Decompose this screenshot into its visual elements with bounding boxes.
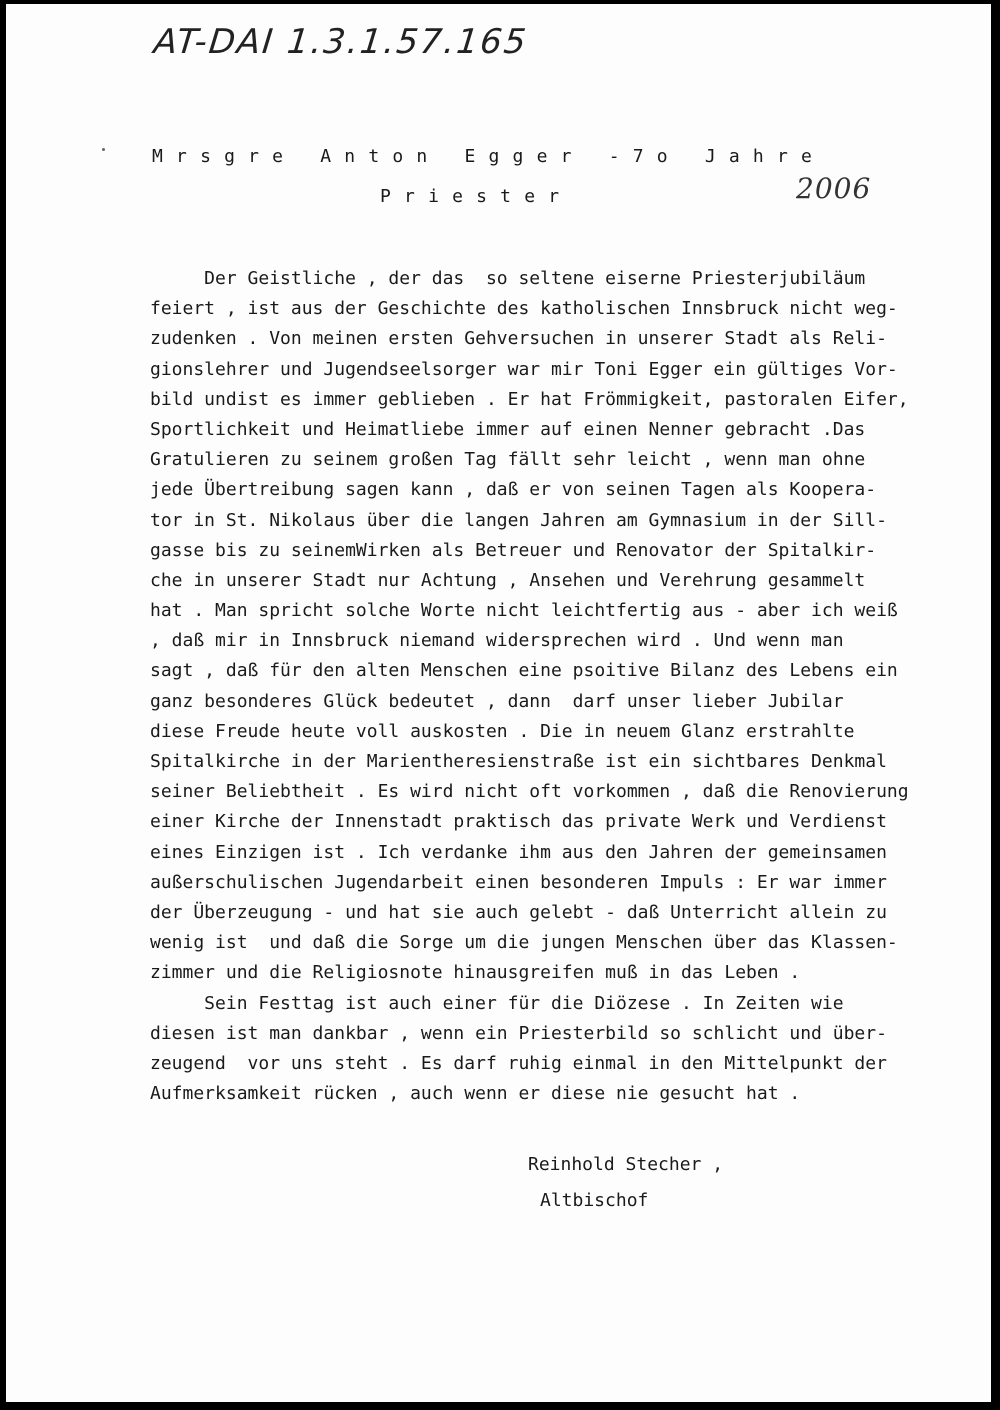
archive-number-handwritten: AT-DAI 1.3.1.57.165 xyxy=(151,22,530,62)
body-line: sagt , daß für den alten Menschen eine psoitive Bilanz des Lebens ein xyxy=(150,660,898,682)
body-line: bild undist es immer geblieben . Er hat Frömmigkeit, pastoralen Eifer, xyxy=(150,388,909,410)
body-line: jede Übertreibung sagen kann , daß er von seinen Tagen als Koopera- xyxy=(150,479,877,501)
body-line: außerschulischen Jugendarbeit einen besonderen Impuls : Er war immer xyxy=(150,871,887,893)
title-line-1: Mrsgre Anton Egger -7o Jahre xyxy=(152,146,826,167)
year-note-handwritten: 2006 xyxy=(796,172,872,205)
title-line-2: Priester xyxy=(380,186,573,207)
body-line: Sein Festtag ist auch einer für die Diözese . In Zeiten wie xyxy=(150,992,844,1014)
body-line: gionslehrer und Jugendseelsorger war mir Toni Egger ein gültiges Vor- xyxy=(150,358,898,380)
paper-speck xyxy=(102,148,105,151)
body-line: Spitalkirche in der Marientheresienstraße ist ein sichtbares Denkmal xyxy=(150,751,887,772)
body-line: hat . Man spricht solche Worte nicht leichtfertig aus - aber ich weiß xyxy=(150,600,898,622)
body-line: Der Geistliche , der das so seltene eiserne Priesterjubiläum xyxy=(150,268,866,289)
body-line: tor in St. Nikolaus über die langen Jahren am Gymnasium in der Sill- xyxy=(150,509,887,531)
body-line: feiert , ist aus der Geschichte des katholischen Innsbruck nicht weg- xyxy=(150,298,898,320)
body-line: einer Kirche der Innenstadt praktisch das private Werk und Verdienst xyxy=(150,811,887,833)
body-line: diesen ist man dankbar , wenn ein Priesterbild so schlicht und über- xyxy=(150,1022,887,1044)
body-line: diese Freude heute voll auskosten . Die in neuem Glanz erstrahlte xyxy=(150,720,855,742)
body-line: gasse bis zu seinemWirken als Betreuer und Renovator der Spitalkir- xyxy=(150,539,877,561)
body-line: Sportlichkeit und Heimatliebe immer auf einen Nenner gebracht .Das xyxy=(150,418,866,440)
document-page xyxy=(6,4,991,1402)
body-line: che in unserer Stadt nur Achtung , Ansehen und Verehrung gesammelt xyxy=(150,569,866,591)
body-line: zudenken . Von meinen ersten Gehversuchen in unserer Stadt als Reli- xyxy=(150,328,887,350)
body-line: ganz besonderes Glück bedeutet , dann darf unser lieber Jubilar xyxy=(150,690,844,712)
signature-name: Reinhold Stecher , xyxy=(528,1154,724,1175)
body-line: der Überzeugung - und hat sie auch gelebt - daß Unterricht allein zu xyxy=(150,901,887,923)
body-line: zimmer und die Religiosnote hinausgreifen muß in das Leben . xyxy=(150,962,801,984)
body-line: wenig ist und daß die Sorge um die jungen Menschen über das Klassen- xyxy=(150,932,898,954)
body-line: , daß mir in Innsbruck niemand widersprechen wird . Und wenn man xyxy=(150,630,844,652)
letter-body xyxy=(150,264,990,1109)
body-line: eines Einzigen ist . Ich verdanke ihm aus den Jahren der gemeinsamen xyxy=(150,841,887,863)
body-line: Aufmerksamkeit rücken , auch wenn er diese nie gesucht hat . xyxy=(150,1083,801,1105)
body-line: seiner Beliebtheit . Es wird nicht oft vorkommen , daß die Renovierung xyxy=(150,781,909,803)
body-line: zeugend vor uns steht . Es darf ruhig einmal in den Mittelpunkt der xyxy=(150,1052,887,1074)
signature-role: Altbischof xyxy=(540,1190,649,1211)
body-line: Gratulieren zu seinem großen Tag fällt sehr leicht , wenn man ohne xyxy=(150,449,866,471)
